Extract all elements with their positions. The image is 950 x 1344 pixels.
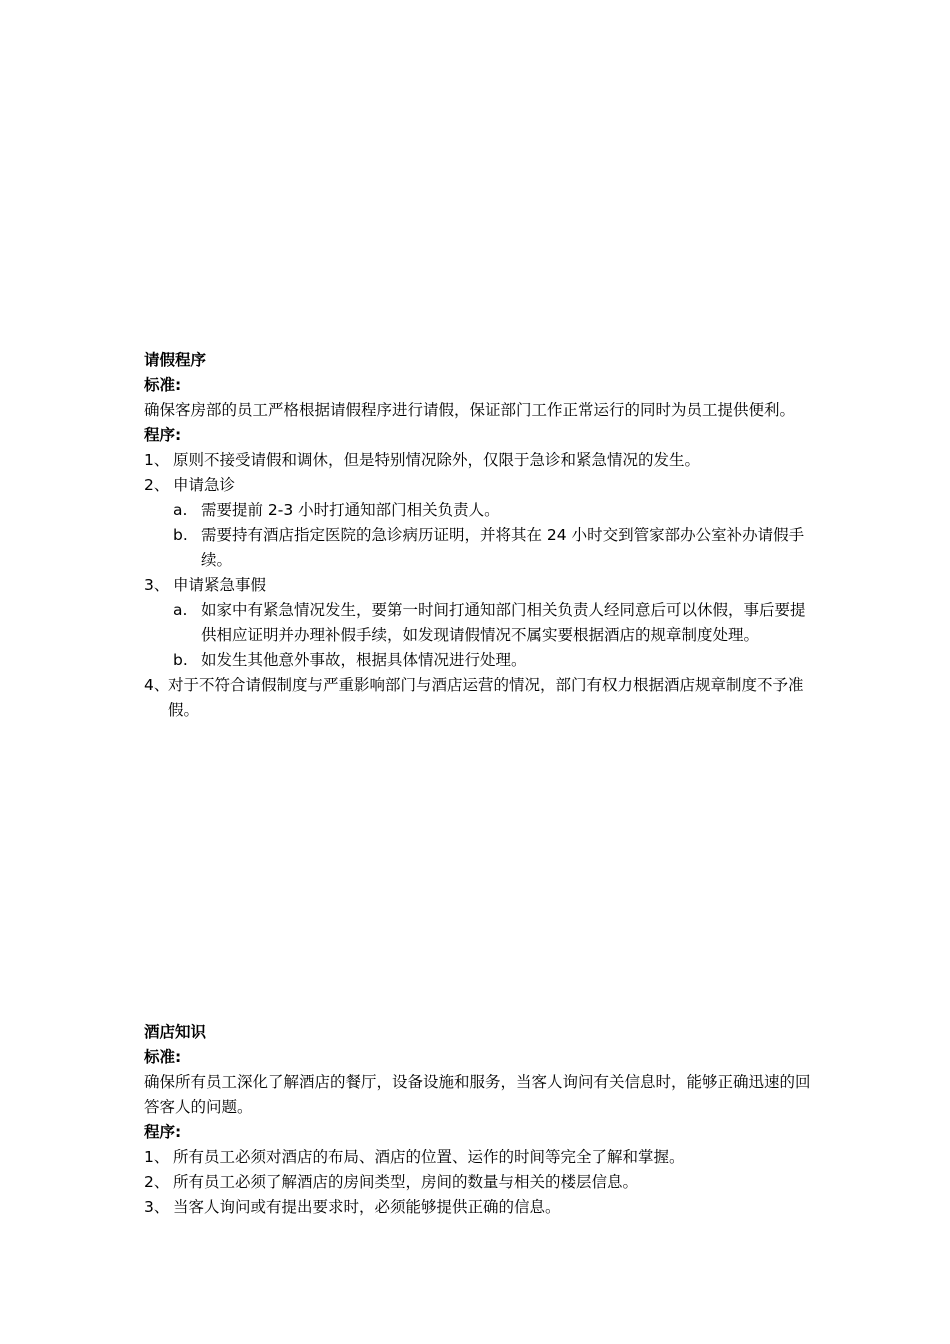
section-title: 请假程序	[144, 351, 207, 369]
item-number: 4、	[144, 676, 170, 694]
item-number: 3、	[144, 576, 170, 594]
item-text: 申请急诊	[173, 476, 236, 494]
standard-text: 确保所有员工深化了解酒店的餐厅，设备设施和服务，当客人询问有关信息时，能够正确迅速的回答客人的问题。	[144, 1073, 811, 1116]
item-text: 原则不接受请假和调休，但是特别情况除外，仅限于急诊和紧急情况的发生。	[173, 451, 701, 469]
item-number: 3、	[144, 1198, 170, 1216]
item-text: 申请紧急事假	[173, 576, 267, 594]
item-text: 所有员工必须对酒店的布局、酒店的位置、运作的时间等完全了解和掌握。	[173, 1148, 685, 1166]
sub-list-item	[144, 498, 812, 523]
section-hotel-knowledge	[144, 1020, 812, 1220]
sub-list-item	[144, 523, 812, 573]
item-text: 对于不符合请假制度与严重影响部门与酒店运营的情况，部门有权力根据酒店规章制度不予准假。	[168, 676, 804, 719]
item-text: 需要提前 2-3 小时打通知部门相关负责人。	[201, 501, 500, 519]
item-number: b.	[173, 526, 188, 544]
list-item	[144, 473, 812, 498]
list-item	[144, 573, 812, 598]
section-title: 酒店知识	[144, 1023, 207, 1041]
list-item	[144, 448, 812, 473]
sub-list-item	[144, 648, 812, 673]
item-number: 1、	[144, 451, 170, 469]
item-text: 所有员工必须了解酒店的房间类型，房间的数量与相关的楼层信息。	[173, 1173, 639, 1191]
list-item	[144, 1145, 812, 1170]
item-text: 需要持有酒店指定医院的急诊病历证明，并将其在 24 小时交到管家部办公室补办请假手续。	[201, 526, 805, 569]
sub-list-item	[144, 598, 812, 648]
item-number: b.	[173, 651, 188, 669]
procedure-label: 程序:	[144, 1123, 182, 1141]
item-number: 2、	[144, 476, 170, 494]
item-number: a.	[173, 501, 188, 519]
item-text: 如发生其他意外事故，根据具体情况进行处理。	[201, 651, 527, 669]
list-item	[144, 1170, 812, 1195]
item-number: 1、	[144, 1148, 170, 1166]
item-number: a.	[173, 601, 188, 619]
section-leave-procedure	[144, 348, 812, 723]
standard-label: 标准:	[144, 1048, 182, 1066]
item-text: 当客人询问或有提出要求时，必须能够提供正确的信息。	[173, 1198, 561, 1216]
item-number: 2、	[144, 1173, 170, 1191]
standard-label: 标准:	[144, 376, 182, 394]
standard-text: 确保客房部的员工严格根据请假程序进行请假，保证部门工作正常运行的同时为员工提供便利。	[144, 401, 796, 419]
list-item	[144, 673, 812, 723]
procedure-label: 程序:	[144, 426, 182, 444]
item-text: 如家中有紧急情况发生，要第一时间打通知部门相关负责人经同意后可以休假，事后要提供相应证明并办理补假手续，如发现请假情况不属实要根据酒店的规章制度处理。	[201, 601, 806, 644]
list-item	[144, 1195, 812, 1220]
